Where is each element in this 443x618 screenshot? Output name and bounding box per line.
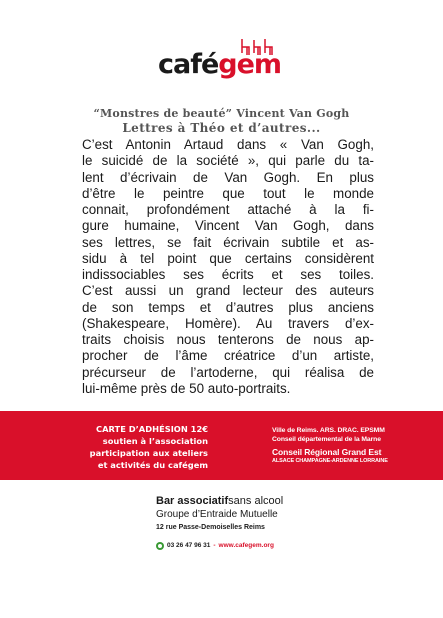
membership-support-line: soutien à l’association (102, 436, 208, 446)
description-line: traits choisis nous tenterons de nous ap- (82, 332, 374, 347)
partners-list (272, 426, 432, 465)
membership-participation-line: participation aux ateliers (89, 448, 208, 458)
description-line: lent d’écrivain de Van Gogh. En plus (82, 169, 374, 185)
membership-band (0, 411, 443, 480)
logo-text-cafe: café (158, 49, 219, 80)
description-line: connait, profondément attaché à la fi- (82, 202, 374, 217)
description-line: C’est aussi un grand lecteur des auteurs (82, 283, 374, 299)
event-header (0, 107, 443, 136)
membership-card-price: CARTE D’ADHÉSION 12€ (96, 424, 208, 434)
address: 12 rue Passe-Demoiselles Reims (156, 524, 265, 531)
description-line: précurseur de l’artoderne, qui réalisa de (82, 364, 374, 380)
description-line: sidu à tel point que certains considèrent (82, 250, 374, 266)
description-line: lui-même près de 50 auto-portraits. (82, 380, 291, 396)
partner-region-subtitle: ALSACE CHAMPAGNE-ARDENNE LORRAINE (272, 458, 388, 464)
phone-icon (156, 542, 164, 550)
description-line: d’être le peintre que tout le monde (82, 185, 374, 201)
description-line: (Shakespeare, Homère). Au travers d’ex- (82, 315, 374, 331)
bar-label: Bar associatif (156, 495, 229, 507)
partner-city: Ville de Reims. ARS. DRAC. EPSMM (272, 427, 385, 434)
bar-description (156, 494, 356, 508)
contact-line (156, 541, 356, 550)
logo-wordmark (158, 50, 281, 80)
description-line: ses lettres, se fait écrivain subtile et as- (82, 234, 374, 250)
description-line: le suicidé de la société », qui parle du ta- (82, 153, 374, 169)
membership-activities-line: et activités du cafégem (97, 460, 208, 470)
gem-name: Groupe d’Entraide Mutuelle (156, 509, 278, 520)
website-link[interactable]: www.cafegem.org (218, 542, 274, 549)
description-line: de son temps et d’autres plus anciens (82, 299, 374, 315)
logo-text-gem: gem (218, 49, 282, 80)
event-title: Lettres à Théo et d’autres... (122, 121, 321, 135)
partner-department: Conseil départemental de la Marne (272, 436, 381, 443)
membership-info (0, 423, 208, 471)
contact-footer (156, 494, 356, 550)
partner-region: Conseil Régional Grand Est (272, 447, 382, 457)
description-line: C’est Antonin Artaud dans « Van Gogh, (82, 137, 374, 152)
description-line: procher de l’âme créatrice d’un artiste, (82, 348, 374, 364)
contact-separator: - (213, 542, 216, 549)
description-paragraph (82, 137, 374, 397)
cafegem-logo (158, 38, 288, 84)
description-line: indissociables ses écrits et ses toiles. (82, 267, 374, 282)
bar-label-rest: sans alcool (228, 495, 284, 507)
description-line: gure humaine, Vincent Van Gogh, dans (82, 218, 374, 234)
phone-number: 03 26 47 96 31 (167, 542, 211, 549)
event-subtitle: “Monstres de beauté” Vincent Van Gogh (93, 107, 350, 120)
